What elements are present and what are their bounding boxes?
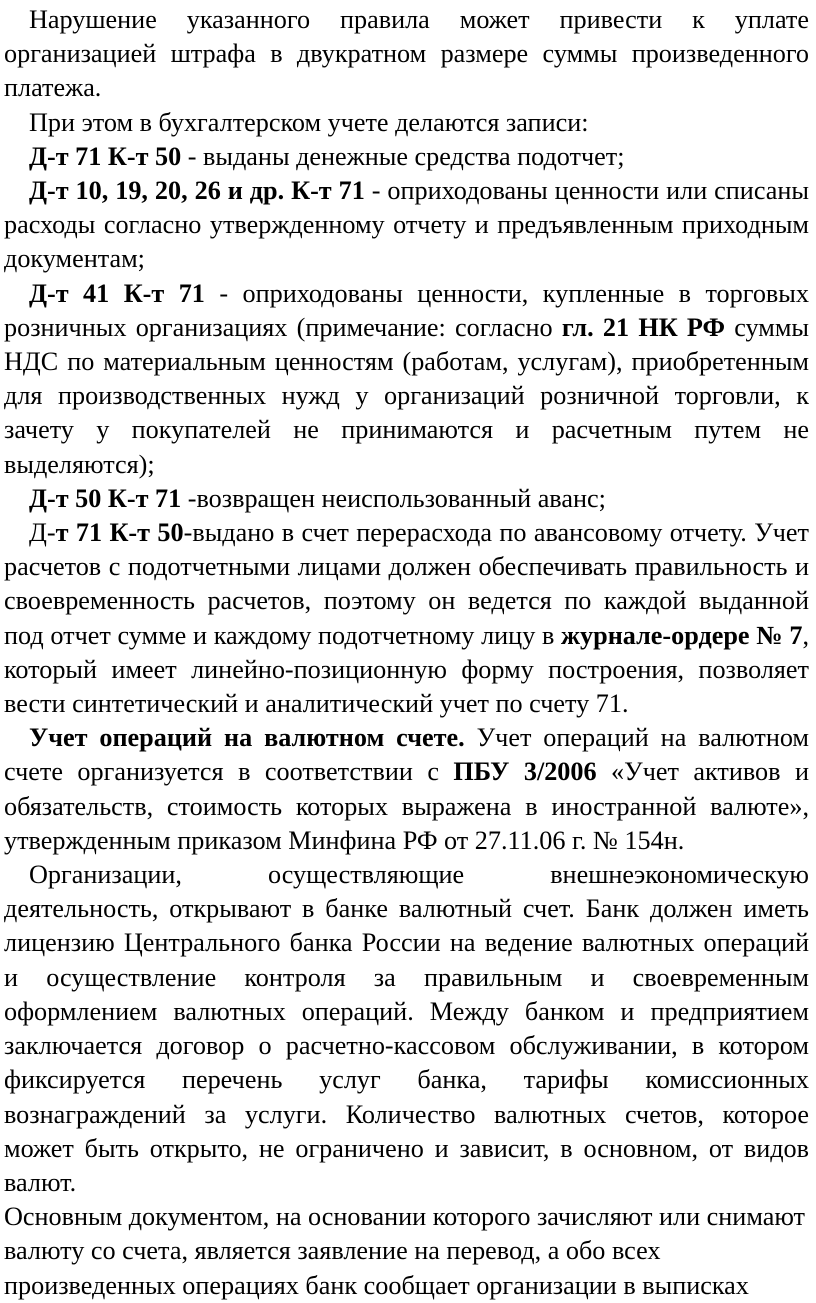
entry-code: Д-т 50 К-т 71	[29, 483, 182, 513]
entry-code: Д-т 10, 19, 20, 26 и др. К-т 71	[29, 176, 365, 206]
entry-description: -возвращен неиспользованный аванс;	[181, 483, 606, 513]
paragraph-fine-warning	[4, 3, 809, 106]
journal-order-reference: журнале-ордере № 7	[561, 620, 803, 650]
entry-description: - выданы денежные средства подотчет;	[181, 141, 625, 171]
paragraph-text: Организации, осуществляющие внешнеэкономическую деятельность, открывают в банке валютный счет. Банк должен иметь лицензию Центрального банка России на ведение валютных операций и осуществление контроля за правильным и своевременным оформлением валютных операций. Между банком и предприятием заключается договор о расчетно-кассовом обслуживании, в котором фиксируется перечень услуг банка, тарифы комиссионных вознаграждений за услуги. Количество валютных счетов, которое может быть открыто, не ограничено и зависит, в основном, от видов валют.	[4, 860, 809, 1197]
entry-code: Д-т 41 К-т 71	[29, 278, 205, 308]
paragraph-entries-intro	[4, 106, 809, 140]
entry-41-71	[4, 277, 809, 482]
entry-description-continued: , который имеет линейно-позиционную форму построения, позволяет вести синтетический и аналитический учет по счету 71.	[4, 620, 810, 719]
standard-reference: ПБУ 3/2006	[453, 757, 597, 787]
paragraph-text: При этом в бухгалтерском учете делаются записи:	[29, 107, 589, 137]
entry-71-50	[4, 140, 809, 174]
entry-50-71	[4, 482, 809, 516]
entry-10-19-20-26-71	[4, 174, 809, 277]
paragraph-text: Учет операций на валютном счете организуется в соответствии с	[4, 723, 809, 787]
section-heading: Учет операций на валютном счете.	[29, 723, 465, 753]
entry-code: Д-т 71 К-т 50	[29, 141, 182, 171]
paragraph-text-continued: «Учет активов и обязательств, стоимость которых выражена в иностранной валюте», утвержденным приказом Минфина РФ от 27.11.06 г. № 154н.	[4, 757, 809, 855]
entry-code: т 71 К-т 50	[55, 518, 184, 548]
law-reference: гл. 21 НК РФ	[561, 312, 725, 342]
entry-code-prefix: Д-	[29, 518, 56, 548]
entry-description: -выдано в счет перерасхода по авансовому отчету. Учет расчетов с подотчетными лицами должен обеспечивать правильность и своевременность расчетов, поэтому он ведется по каждой выданной под отчет сумме и каждому подотчетному лицу в	[4, 518, 810, 650]
entry-description-continued: суммы НДС по материальным ценностям (работам, услугам), приобретенным для производственных нужд у организаций розничной торговли, к зачету у покупателей не принимаются и расчетным путем не выделяются);	[4, 312, 810, 479]
entry-description: - оприходованы ценности, купленные в торговых розничных организациях (примечание: согласно	[4, 278, 809, 342]
entry-71-50-overspend	[4, 516, 809, 721]
paragraph-text: Нарушение указанного правила может привести к уплате организацией штрафа в двукратном размере суммы произведенного платежа.	[4, 5, 809, 103]
paragraph-foreign-trade	[4, 858, 809, 1200]
paragraph-currency-account	[4, 721, 809, 858]
entry-description: - оприходованы ценности или списаны расходы согласно утвержденному отчету и предъявленным приходным документам;	[4, 176, 809, 274]
paragraph-text: Основным документом, на основании которого зачисляют или снимают валюту со счета, является заявление на перевод, а обо всех произведенных операциях банк сообщает организации в выписках	[4, 1202, 805, 1300]
paragraph-main-document	[4, 1200, 809, 1303]
